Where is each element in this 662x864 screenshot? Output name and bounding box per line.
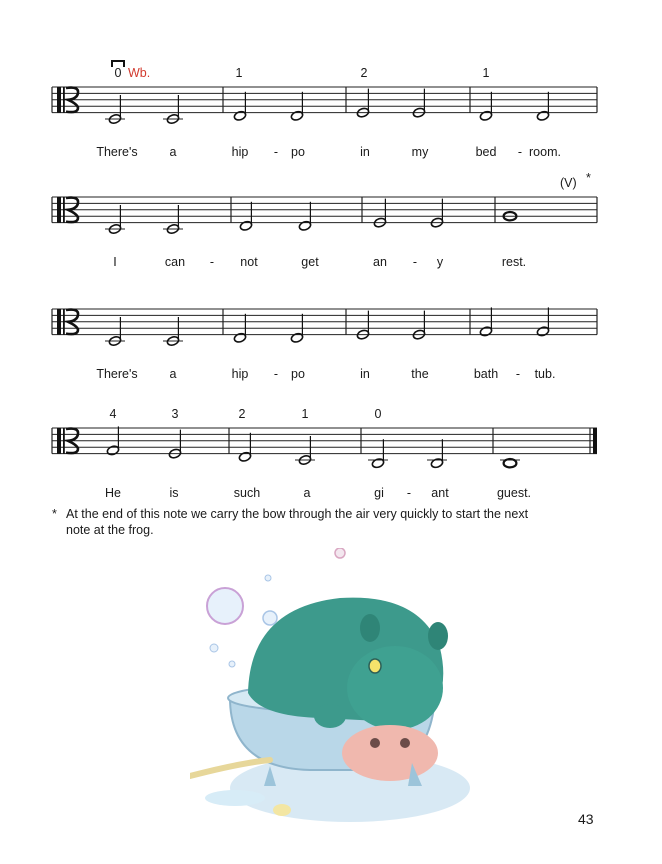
half-note bbox=[290, 332, 304, 343]
half-note bbox=[298, 220, 312, 231]
lyric-syllable: There's bbox=[96, 145, 138, 159]
fingering-number: 0 bbox=[374, 407, 382, 421]
fingering-number: 4 bbox=[109, 407, 117, 421]
lyric-syllable: bath bbox=[473, 367, 499, 381]
footnote-text: At the end of this note we carry the bow through the air very quickly to start the next note at the frog. bbox=[66, 507, 529, 537]
lyric-syllable: an bbox=[373, 255, 387, 269]
half-note bbox=[430, 458, 444, 469]
footnote-marker: * bbox=[52, 507, 57, 521]
soap bbox=[273, 804, 291, 816]
lyric-syllable: gi bbox=[374, 486, 384, 500]
lyric-syllable: a bbox=[303, 486, 311, 500]
hippo-ear bbox=[428, 622, 448, 650]
c-clef-bar bbox=[63, 197, 65, 223]
hippo-in-bathtub-illustration bbox=[190, 548, 470, 838]
footnote-marker: * bbox=[586, 171, 591, 185]
fingering-number: 1 bbox=[235, 66, 243, 80]
hippo-nostril bbox=[370, 738, 380, 748]
page-number: 43 bbox=[578, 811, 594, 827]
half-note bbox=[106, 445, 120, 456]
lyric-syllable: I bbox=[113, 255, 117, 269]
lyric-syllable: - bbox=[515, 367, 521, 381]
lyric-syllable: in bbox=[360, 367, 370, 381]
lyric-syllable: po bbox=[291, 145, 305, 159]
lyric-syllable: - bbox=[517, 145, 523, 159]
lyric-syllable: the bbox=[411, 367, 429, 381]
half-note bbox=[233, 332, 247, 343]
lyric-syllable: can bbox=[164, 255, 186, 269]
c-clef-bar bbox=[57, 309, 61, 335]
c-clef-bar bbox=[63, 428, 65, 454]
lyric-syllable: get bbox=[301, 255, 319, 269]
c-clef-bar bbox=[63, 87, 65, 113]
soap-bubble bbox=[263, 611, 277, 625]
half-note bbox=[536, 326, 550, 337]
half-note bbox=[371, 458, 385, 469]
lyric-syllable: room. bbox=[529, 145, 561, 159]
lyric-syllable: - bbox=[406, 486, 412, 500]
lyric-syllable: not bbox=[240, 255, 258, 269]
c-clef-bar bbox=[63, 309, 65, 335]
lyric-syllable: rest. bbox=[501, 255, 527, 269]
half-note bbox=[536, 110, 550, 121]
hippo-ear bbox=[360, 614, 380, 642]
hippo-paw bbox=[314, 704, 346, 728]
lyric-syllable: hip bbox=[231, 367, 249, 381]
half-note bbox=[238, 451, 252, 462]
puddle bbox=[205, 790, 265, 806]
soap-bubble bbox=[210, 644, 218, 652]
lyric-syllable: - bbox=[412, 255, 418, 269]
hippo-eye bbox=[369, 659, 381, 673]
lyric-syllable: po bbox=[291, 367, 305, 381]
fingering-number: 3 bbox=[171, 407, 179, 421]
c-clef-bar bbox=[57, 87, 61, 113]
lyric-syllable: a bbox=[169, 145, 177, 159]
lyric-syllable: such bbox=[233, 486, 261, 500]
lyric-syllable: is bbox=[169, 486, 179, 500]
fingering-number: 1 bbox=[301, 407, 309, 421]
lyric-syllable: - bbox=[209, 255, 215, 269]
lyric-syllable: hip bbox=[231, 145, 249, 159]
soap-bubble bbox=[265, 575, 271, 581]
half-note bbox=[290, 110, 304, 121]
fingering-number: 2 bbox=[238, 407, 246, 421]
lyric-syllable: a bbox=[169, 367, 177, 381]
c-clef-bar bbox=[57, 428, 61, 454]
hippo-snout bbox=[342, 725, 438, 781]
lyric-syllable: - bbox=[273, 367, 279, 381]
lyric-syllable: He bbox=[105, 486, 121, 500]
half-note bbox=[479, 326, 493, 337]
lyric-syllable: There's bbox=[96, 367, 138, 381]
lyric-syllable: guest. bbox=[496, 486, 532, 500]
lyric-syllable: tub. bbox=[534, 367, 556, 381]
lyric-syllable: y bbox=[436, 255, 444, 269]
fingering-number: 1 bbox=[482, 66, 490, 80]
lyric-syllable: in bbox=[360, 145, 370, 159]
up-bow-mark: (V) bbox=[560, 176, 577, 190]
soap-bubble bbox=[207, 588, 243, 624]
half-note bbox=[479, 110, 493, 121]
hippo-head bbox=[347, 646, 443, 730]
lyric-syllable: my bbox=[411, 145, 429, 159]
c-clef-bar bbox=[57, 197, 61, 223]
lyric-syllable: bed bbox=[475, 145, 497, 159]
half-note bbox=[239, 220, 253, 231]
final-barline bbox=[593, 428, 597, 454]
soap-bubble bbox=[229, 661, 235, 667]
soap-bubble bbox=[335, 548, 345, 558]
half-note bbox=[233, 110, 247, 121]
whole-bow-annotation: Wb. bbox=[128, 66, 151, 80]
hippo-nostril bbox=[400, 738, 410, 748]
lyric-syllable: ant bbox=[431, 486, 449, 500]
fingering-number: 0 bbox=[114, 66, 122, 80]
lyric-syllable: - bbox=[273, 145, 279, 159]
fingering-number: 2 bbox=[360, 66, 368, 80]
